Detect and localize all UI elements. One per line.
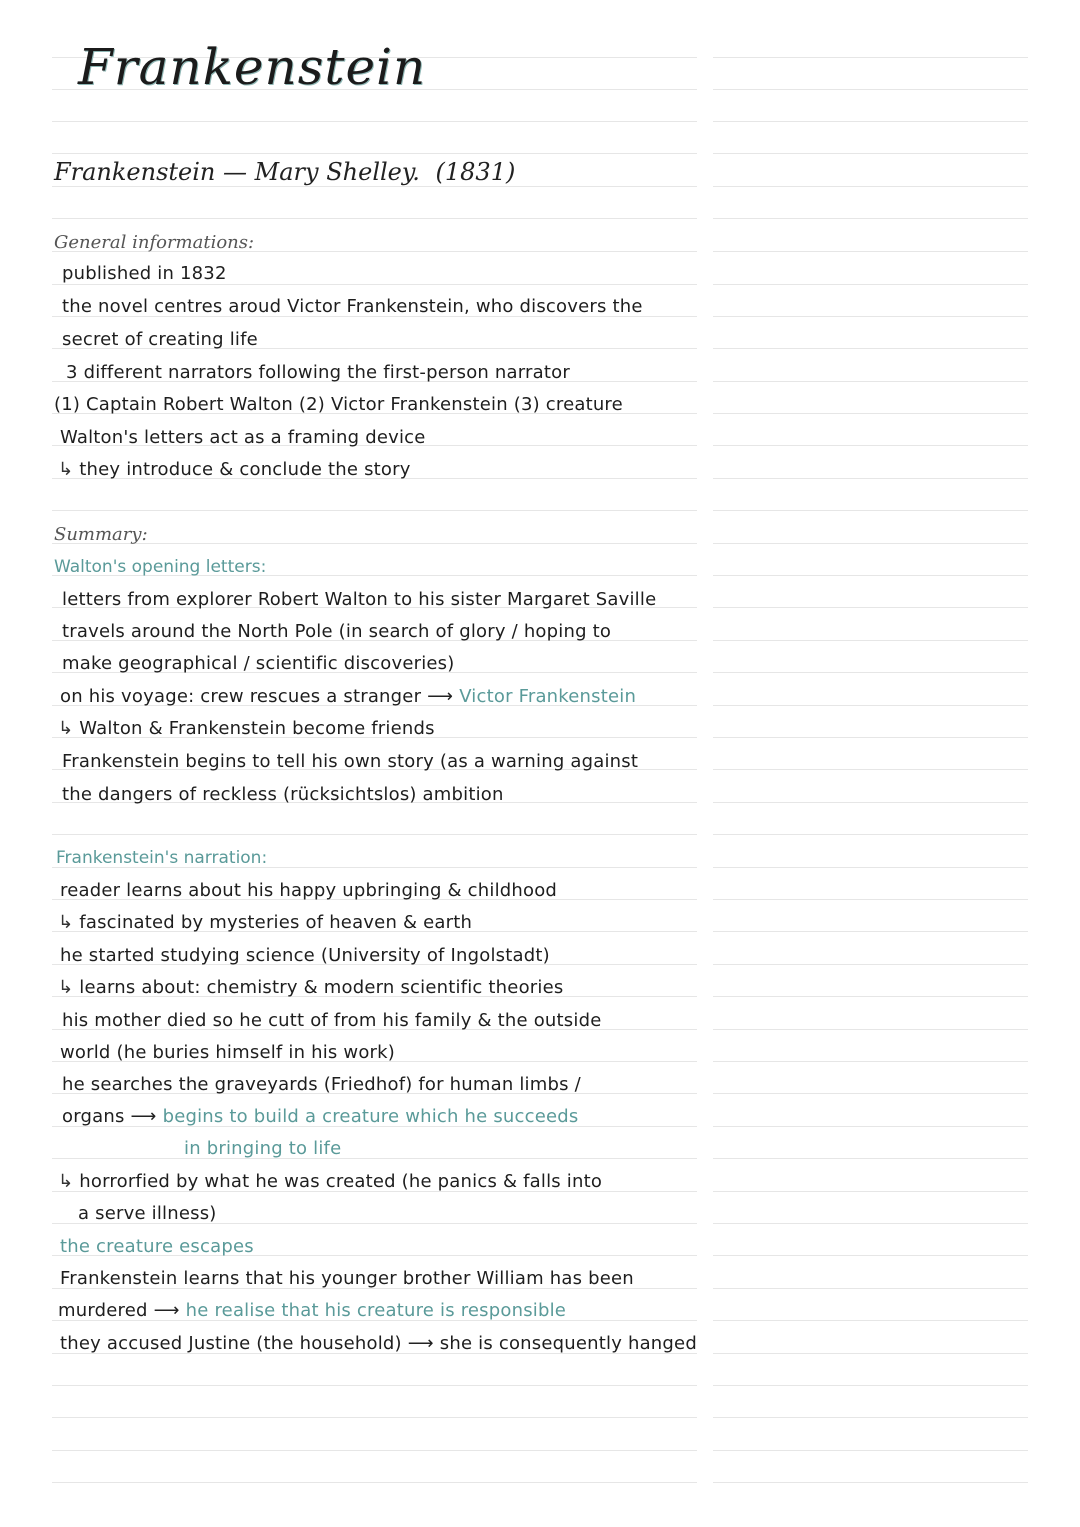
arrow-right-icon: ⟶ — [130, 1106, 157, 1127]
rule-line — [713, 478, 1028, 479]
rule-line — [52, 186, 697, 187]
frank-line — [58, 912, 472, 933]
subtitle-work: Frankenstein — — [54, 158, 248, 186]
rule-line — [713, 1482, 1028, 1483]
frank-line: world (he buries himself in his work) — [60, 1042, 395, 1063]
frank-line: he started studying science (University of Ingolstadt) — [60, 945, 550, 966]
rule-line — [52, 1417, 697, 1418]
rule-line — [713, 1191, 1028, 1192]
frank-line-highlight: he realise that his creature is responsible — [185, 1300, 567, 1321]
rule-line — [713, 89, 1028, 90]
frank-line: he searches the graveyards (Friedhof) for human limbs / — [62, 1074, 581, 1095]
rule-line — [52, 218, 697, 219]
general-line: published in 1832 — [62, 263, 227, 284]
rule-line — [713, 672, 1028, 673]
rule-line — [713, 1126, 1028, 1127]
rule-line — [713, 769, 1028, 770]
hook-arrow-icon: ↳ — [58, 459, 74, 480]
rule-line — [713, 510, 1028, 511]
rule-line — [52, 510, 697, 511]
rule-line — [713, 348, 1028, 349]
rule-line — [713, 1288, 1028, 1289]
rule-line — [52, 834, 697, 835]
rule-line — [713, 802, 1028, 803]
rule-line — [52, 1450, 697, 1451]
walton-line-text: on his voyage: crew rescues a stranger — [60, 686, 422, 707]
rule-line — [713, 737, 1028, 738]
frank-line — [58, 977, 563, 998]
walton-line — [58, 718, 435, 739]
rule-line — [713, 445, 1028, 446]
frank-line — [58, 1300, 566, 1321]
rule-line — [713, 1158, 1028, 1159]
frank-line-text: fascinated by mysteries of heaven & earth — [79, 912, 473, 933]
rule-line — [713, 1353, 1028, 1354]
rule-line — [713, 413, 1028, 414]
rule-line — [52, 284, 697, 285]
walton-line: Frankenstein begins to tell his own story (as a warning against — [62, 751, 639, 772]
rule-line — [52, 121, 697, 122]
frank-line-text: horrorfied by what he was created (he panics & falls into — [79, 1171, 603, 1192]
rule-line — [713, 1385, 1028, 1386]
frank-line — [58, 1171, 602, 1192]
rule-line — [713, 284, 1028, 285]
subtitle-author: Mary Shelley. — [254, 158, 420, 186]
frank-line — [62, 1106, 579, 1127]
rule-line — [713, 1255, 1028, 1256]
rule-line — [713, 1320, 1028, 1321]
frank-line-text: she is consequently hanged — [439, 1333, 697, 1354]
arrow-right-icon: ⟶ — [407, 1333, 434, 1354]
rule-line — [713, 705, 1028, 706]
walton-line: letters from explorer Robert Walton to his sister Margaret Saville — [62, 589, 657, 610]
walton-line — [60, 686, 636, 707]
rule-line — [713, 1093, 1028, 1094]
general-line: (1) Captain Robert Walton (2) Victor Frankenstein (3) creature — [54, 394, 623, 415]
hook-arrow-icon: ↳ — [58, 912, 74, 933]
rule-line — [713, 381, 1028, 382]
rule-line — [713, 121, 1028, 122]
rule-line — [713, 1061, 1028, 1062]
hook-arrow-icon: ↳ — [58, 977, 74, 998]
rule-line — [713, 834, 1028, 835]
rule-line — [713, 57, 1028, 58]
rule-line — [713, 1417, 1028, 1418]
hook-arrow-icon: ↳ — [58, 718, 74, 739]
frank-line: the creature escapes — [60, 1236, 254, 1257]
rule-line — [713, 186, 1028, 187]
rule-line — [713, 1029, 1028, 1030]
rule-line — [713, 1450, 1028, 1451]
frank-line-text: learns about: chemistry & modern scientific theories — [79, 977, 564, 998]
rule-line — [52, 153, 697, 154]
walton-line: travels around the North Pole (in search of glory / hoping to — [62, 621, 612, 642]
general-line: the novel centres aroud Victor Frankenstein, who discovers the — [62, 296, 643, 317]
rule-line — [713, 899, 1028, 900]
rule-line — [52, 1482, 697, 1483]
general-line: Walton's letters act as a framing device — [60, 427, 426, 448]
walton-line: the dangers of reckless (rücksichtslos) ambition — [62, 784, 504, 805]
rule-line — [713, 1223, 1028, 1224]
rule-line — [713, 316, 1028, 317]
page-subtitle — [54, 158, 515, 186]
rule-line — [52, 1385, 697, 1386]
rule-line — [713, 867, 1028, 868]
rule-line — [713, 575, 1028, 576]
rule-line — [713, 964, 1028, 965]
rule-line — [713, 607, 1028, 608]
subtitle-year: (1831) — [435, 158, 516, 186]
rule-line — [713, 640, 1028, 641]
frank-line: a serve illness) — [78, 1203, 217, 1224]
rule-line — [713, 218, 1028, 219]
frank-subheading: Frankenstein's narration: — [56, 848, 268, 868]
summary-heading: Summary: — [54, 524, 148, 545]
frank-line-text: murdered — [58, 1300, 148, 1321]
rule-line — [713, 931, 1028, 932]
general-line — [58, 459, 411, 480]
general-line-text: they introduce & conclude the story — [79, 459, 411, 480]
walton-line: make geographical / scientific discoveries) — [62, 653, 455, 674]
frank-line: in bringing to life — [184, 1138, 342, 1159]
frank-line-text: they accused Justine (the household) — [60, 1333, 402, 1354]
page-title: Frankenstein — [78, 38, 427, 96]
rule-line — [52, 1158, 697, 1159]
walton-line-highlight: Victor Frankenstein — [459, 686, 637, 707]
rule-line — [713, 543, 1028, 544]
rule-line — [713, 153, 1028, 154]
frank-line — [60, 1333, 697, 1354]
general-heading: General informations: — [54, 232, 255, 253]
general-line: 3 different narrators following the first-person narrator — [66, 362, 570, 383]
rule-line — [52, 543, 697, 544]
frank-line: his mother died so he cutt of from his family & the outside — [62, 1010, 602, 1031]
walton-line-text: Walton & Frankenstein become friends — [79, 718, 435, 739]
frank-line: reader learns about his happy upbringing & childhood — [60, 880, 558, 901]
general-line: secret of creating life — [62, 329, 258, 350]
frank-line-text: organs — [62, 1106, 125, 1127]
rule-line — [713, 251, 1028, 252]
rule-line — [713, 996, 1028, 997]
hook-arrow-icon: ↳ — [58, 1171, 74, 1192]
arrow-right-icon: ⟶ — [153, 1300, 180, 1321]
frank-line: Frankenstein learns that his younger brother William has been — [60, 1268, 634, 1289]
arrow-right-icon: ⟶ — [427, 686, 454, 707]
frank-line-highlight: begins to build a creature which he succeeds — [162, 1106, 579, 1127]
walton-subheading: Walton's opening letters: — [54, 557, 267, 577]
